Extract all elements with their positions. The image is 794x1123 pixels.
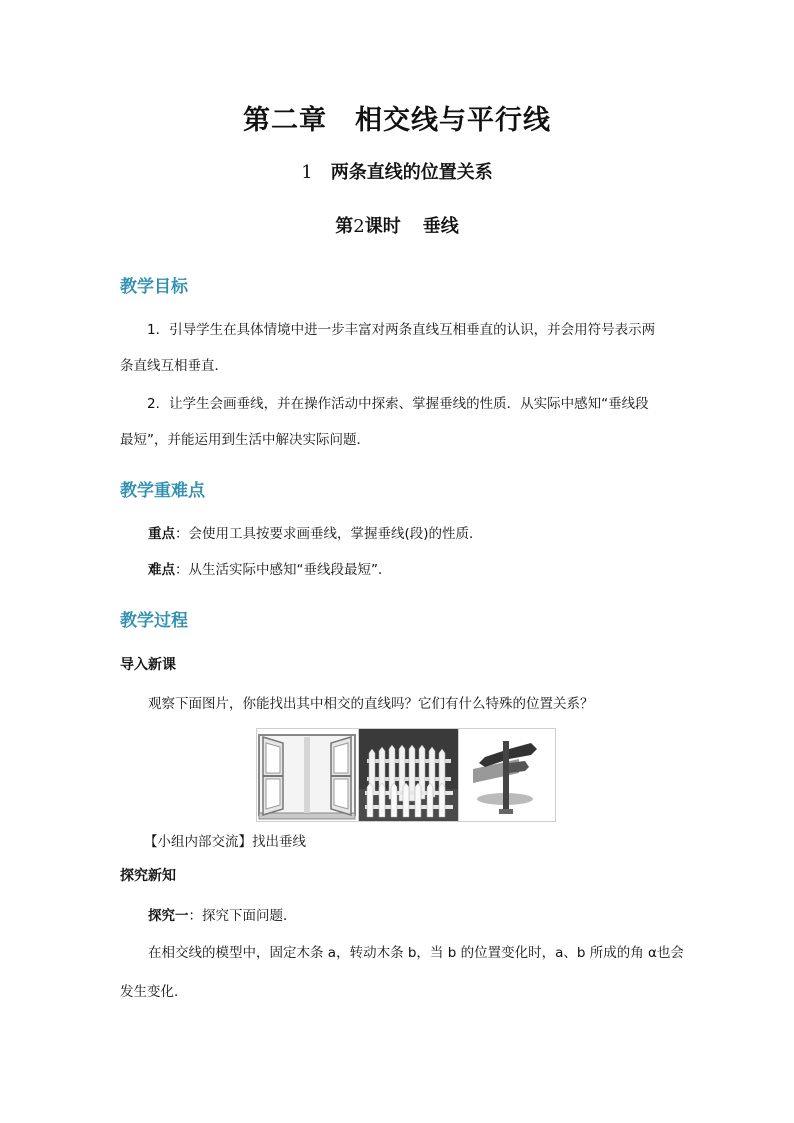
objective-2-line-1: 2．让学生会画垂线，并在操作活动中探索、掌握垂线的性质．从实际中感知“垂线段 (147, 396, 649, 412)
focus-text: ：会使用工具按要求画垂线，掌握垂线(段)的性质． (175, 526, 483, 542)
focus-label: 重点 (148, 526, 175, 542)
lesson-title-line (0, 212, 794, 238)
intro-text: 观察下面图片，你能找出其中相交的直线吗？它们有什么特殊的位置关系？ (148, 696, 594, 712)
objectives-heading: 教学目标 (120, 277, 188, 297)
explore-heading: 探究新知 (120, 868, 176, 884)
objective-1-line-1: 1．引导学生在具体情境中进一步丰富对两条直线互相垂直的认识，并会用符号表示两 (147, 322, 656, 338)
key-points-heading: 教学重难点 (120, 481, 205, 501)
focus-line (148, 524, 483, 544)
section-number: 1 (301, 162, 313, 183)
illustration-strip (256, 728, 556, 822)
difficulty-line (148, 560, 392, 580)
explore-1-label: 探究一 (148, 908, 189, 924)
model-text-line-2: 发生变化． (120, 984, 188, 1000)
model-text-line-1: 在相交线的模型中，固定木条 a，转动木条 b，当 b 的位置变化时，a、b 所成的角 α也会 (148, 945, 684, 961)
lesson-number: 2 (353, 216, 365, 237)
section-title-line (0, 158, 794, 184)
process-heading: 教学过程 (120, 611, 188, 631)
explore-1-line (148, 906, 297, 926)
objective-2-line-2: 最短”，并能运用到生活中解决实际问题． (120, 432, 370, 448)
section-title: 两条直线的位置关系 (330, 162, 493, 183)
lesson-prefix: 第 (335, 216, 354, 237)
signpost-picture (459, 729, 555, 821)
lesson-suffix: 课时 (364, 216, 401, 237)
difficulty-text: ：从生活实际中感知“垂线段最短”． (175, 562, 392, 578)
window-picture (257, 729, 359, 821)
intro-heading: 导入新课 (120, 657, 176, 673)
objective-1-line-2: 条直线互相垂直． (120, 358, 228, 374)
chapter-title: 第二章 相交线与平行线 (243, 105, 551, 136)
difficulty-label: 难点 (148, 562, 175, 578)
group-discussion-note: 【小组内部交流】找出垂线 (144, 834, 306, 850)
explore-1-text: ：探究下面问题． (188, 908, 297, 924)
lesson-title: 垂线 (422, 216, 459, 237)
fence-picture (359, 729, 459, 821)
